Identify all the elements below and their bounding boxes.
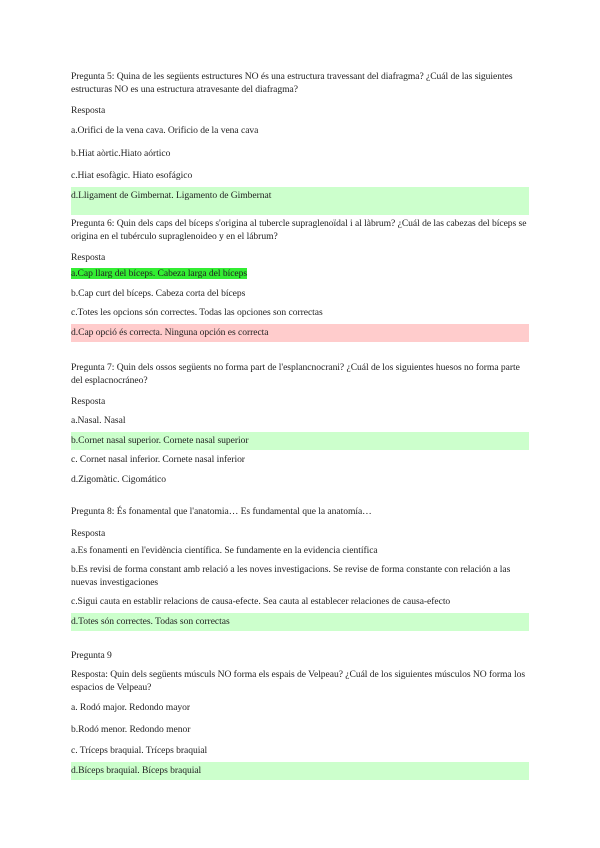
option-d: d.Cap opció és correcta. Ninguna opción es correcta <box>71 324 529 343</box>
option-b: b.Hiat aòrtic.Hiato aórtico <box>71 147 171 159</box>
option-a-highlight: a.Cap llarg del bíceps. Cabeza larga del bíceps <box>71 268 248 279</box>
option-b: b.Cap curt del bíceps. Cabeza corta del bíceps <box>71 287 246 299</box>
question-text: Resposta: Quin dels següents músculs NO forma els espais de Velpeau? ¿Cuál de los siguientes músculos NO forma los espacios de Velpeau? <box>71 669 526 693</box>
question-text: Pregunta 6: Quin dels caps del bíceps s'origina al tubercle supraglenoïdal i al làbrum? ¿Cuál de las cabezas del bíceps se origina en el tubérculo supraglenoideo y en el lábrum? <box>71 218 527 242</box>
option-d: d.Zigomàtic. Cigomático <box>71 473 167 485</box>
response-label: Resposta <box>71 252 106 263</box>
option-b: b.Rodó menor. Redondo menor <box>71 723 191 735</box>
question-6 <box>71 218 529 342</box>
response-label: Resposta <box>71 105 106 116</box>
option-d: d.Totes són correctes. Todas son correctas <box>71 613 529 632</box>
question-7 <box>71 362 529 489</box>
option-a <box>71 265 529 284</box>
option-a: a.Nasal. Nasal <box>71 415 126 426</box>
option-d: d.Bíceps braquial. Bíceps braquial <box>71 762 529 781</box>
option-c: c.Totes les opcions són correctes. Todas las opciones son correctas <box>71 307 323 318</box>
option-a: a. Rodó major. Redondo mayor <box>71 702 191 713</box>
option-c: c.Hiat esofàgic. Hiato esofágico <box>71 170 193 181</box>
question-9 <box>71 650 529 780</box>
option-d: d.Lligament de Gimbernat. Ligamento de Gimbernat <box>71 187 529 216</box>
option-b: b.Cornet nasal superior. Cornete nasal superior <box>71 432 529 451</box>
response-label: Resposta <box>71 527 106 539</box>
option-a: a.Es fonamenti en l'evidència científica. Se fundamente en la evidencia científica <box>71 544 378 556</box>
option-a: a.Orifici de la vena cava. Orificio de la vena cava <box>71 125 259 136</box>
option-c: c.Sigui cauta en establir relacions de causa-efecte. Sea cauta al establecer relaciones de causa-efecto <box>71 596 451 607</box>
question-heading: Pregunta 9 <box>71 650 112 661</box>
question-text: Pregunta 7: Quin dels ossos següents no forma part de l'esplancnocrani? ¿Cuál de los siguientes huesos no forma parte del esplacnocráneo? <box>71 362 520 386</box>
response-label: Resposta <box>71 396 106 407</box>
question-5 <box>71 71 529 215</box>
option-c: c. Tríceps braquial. Tríceps braquial <box>71 745 208 756</box>
question-text: Pregunta 5: Quina de les següents estructures NO és una estructura travessant del diafragma? ¿Cuál de las siguientes estructuras NO es una estructura atravesante del diafragma? <box>71 71 513 95</box>
option-b: b.Es revisi de forma constant amb relació a les noves investigacions. Se revise de forma constante con relación a las nuevas investigaciones <box>71 564 511 588</box>
question-8 <box>71 506 529 631</box>
option-c: c. Cornet nasal inferior. Cornete nasal inferior <box>71 454 245 465</box>
question-text: Pregunta 8: És fonamental que l'anatomia… Es fundamental que la anatomía… <box>71 506 372 517</box>
